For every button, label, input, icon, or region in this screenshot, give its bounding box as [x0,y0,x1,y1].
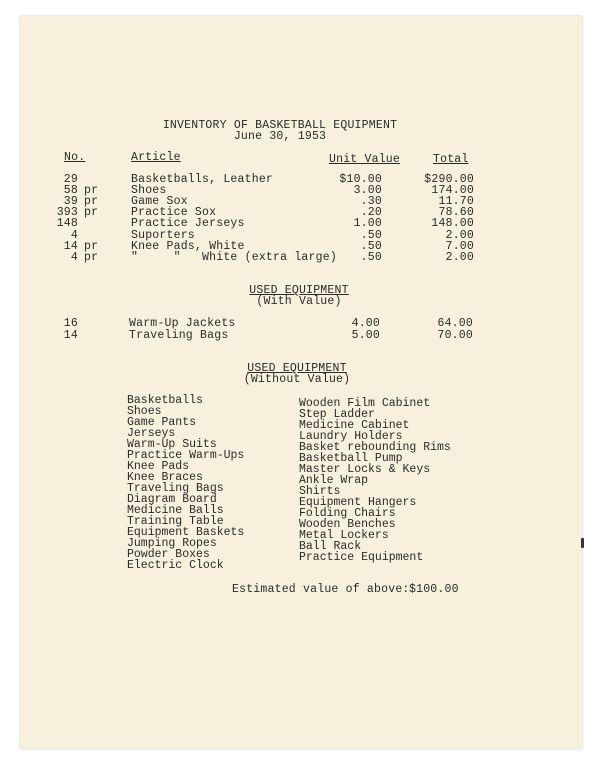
list-item: Powder Boxes [127,548,210,561]
list-item: Jumping Ropes [127,537,217,550]
used-unit-value: 5.00 [351,329,380,342]
inventory-total: 78.60 [438,206,474,220]
inventory-qty: 4 [70,228,78,242]
list-item: Shoes [127,405,162,418]
document-page [20,16,582,749]
list-item: Traveling Bags [127,482,224,495]
used-qty: 14 [63,329,78,342]
used-with-value-heading: USED EQUIPMENT [249,284,349,297]
used-with-value-subheading: (With Value) [256,295,342,308]
inventory-total: $290.00 [424,173,474,186]
used-total: 64.00 [437,317,473,330]
used-without-value-subheading: (Without Value) [243,373,351,386]
list-item: Step Ladder [299,408,375,421]
inventory-qty-unit: pr [84,195,99,209]
list-item: Knee Pads [127,460,190,473]
list-item: Folding Chairs [299,507,396,520]
estimate-value: $100.00 [409,583,459,596]
inventory-unit-value: 1.00 [353,217,382,231]
inventory-unit-value: .50 [360,250,382,264]
list-item: Medicine Cabinet [299,419,410,432]
used-unit-value: 4.00 [351,317,380,330]
inventory-qty: 148 [56,217,78,231]
list-item: Basketball Pump [299,452,403,465]
list-item: Game Pants [127,416,197,429]
inventory-article: " " White (extra large) [131,250,337,264]
list-item: Wooden Benches [299,518,396,531]
inventory-unit-value: .30 [360,195,382,209]
inventory-total: 174.00 [431,184,474,198]
list-item: Ankle Wrap [299,474,369,487]
inventory-article: Practice Sox [131,206,217,220]
inventory-total: 2.00 [445,228,474,242]
edge-mark [581,538,584,548]
inventory-total: 148.00 [431,217,474,231]
inventory-total: 2.00 [445,250,474,264]
list-item: Shirts [299,485,341,498]
inventory-total: 7.00 [445,239,474,253]
document-title: INVENTORY OF BASKETBALL EQUIPMENT [162,119,398,132]
inventory-qty: 39 [63,195,78,209]
inventory-article: Shoes [131,184,167,198]
inventory-qty: 29 [63,173,78,186]
document-date: June 30, 1953 [233,130,327,143]
inventory-qty: 58 [63,184,78,198]
inventory-qty-unit: pr [84,239,99,253]
inventory-qty: 4 [70,250,78,264]
header-total: Total [433,153,469,166]
list-item: Training Table [127,515,224,528]
header-no: No. [64,151,86,164]
inventory-unit-value: $10.00 [339,173,382,186]
list-item: Metal Lockers [299,529,389,542]
list-item: Practice Warm-Ups [127,449,245,462]
list-item: Medicine Balls [127,504,224,517]
inventory-article: Knee Pads, White [131,239,245,253]
inventory-qty: 393 [56,206,78,220]
inventory-article: Basketballs, Leather [131,173,274,186]
list-item: Equipment Baskets [127,526,245,539]
inventory-unit-value: 3.00 [353,184,382,198]
inventory-qty-unit: pr [84,184,99,198]
list-item: Master Locks & Keys [299,463,431,476]
inventory-unit-value: .20 [360,206,382,220]
list-item: Warm-Up Suits [127,438,217,451]
inventory-unit-value: .50 [360,239,382,253]
inventory-article: Game Sox [131,195,188,209]
header-unit-value: Unit Value [329,153,401,166]
inventory-qty-unit: pr [84,250,99,264]
list-item: Basket rebounding Rims [299,441,451,454]
list-item: Laundry Holders [299,430,403,443]
used-article: Warm-Up Jackets [129,317,236,330]
inventory-total: 11.70 [438,195,474,209]
inventory-unit-value: .50 [360,228,382,242]
estimate-label: Estimated value of above: [232,583,410,596]
used-qty: 16 [63,317,78,330]
list-item: Basketballs [127,394,203,407]
used-without-value-heading: USED EQUIPMENT [247,362,347,375]
list-item: Practice Equipment [299,551,424,564]
list-item: Diagram Board [127,493,217,506]
list-item: Equipment Hangers [299,496,417,509]
list-item: Ball Rack [299,540,362,553]
list-item: Jerseys [127,427,176,440]
used-article: Traveling Bags [129,329,229,342]
list-item: Knee Braces [127,471,203,484]
inventory-article: Practice Jerseys [131,217,245,231]
list-item: Wooden Film Cabinet [299,397,431,410]
used-total: 70.00 [437,329,473,342]
inventory-qty: 14 [63,239,78,253]
header-article: Article [131,151,181,164]
list-item: Electric Clock [127,559,224,572]
inventory-article: Suporters [131,228,195,242]
inventory-qty-unit: pr [84,206,99,220]
